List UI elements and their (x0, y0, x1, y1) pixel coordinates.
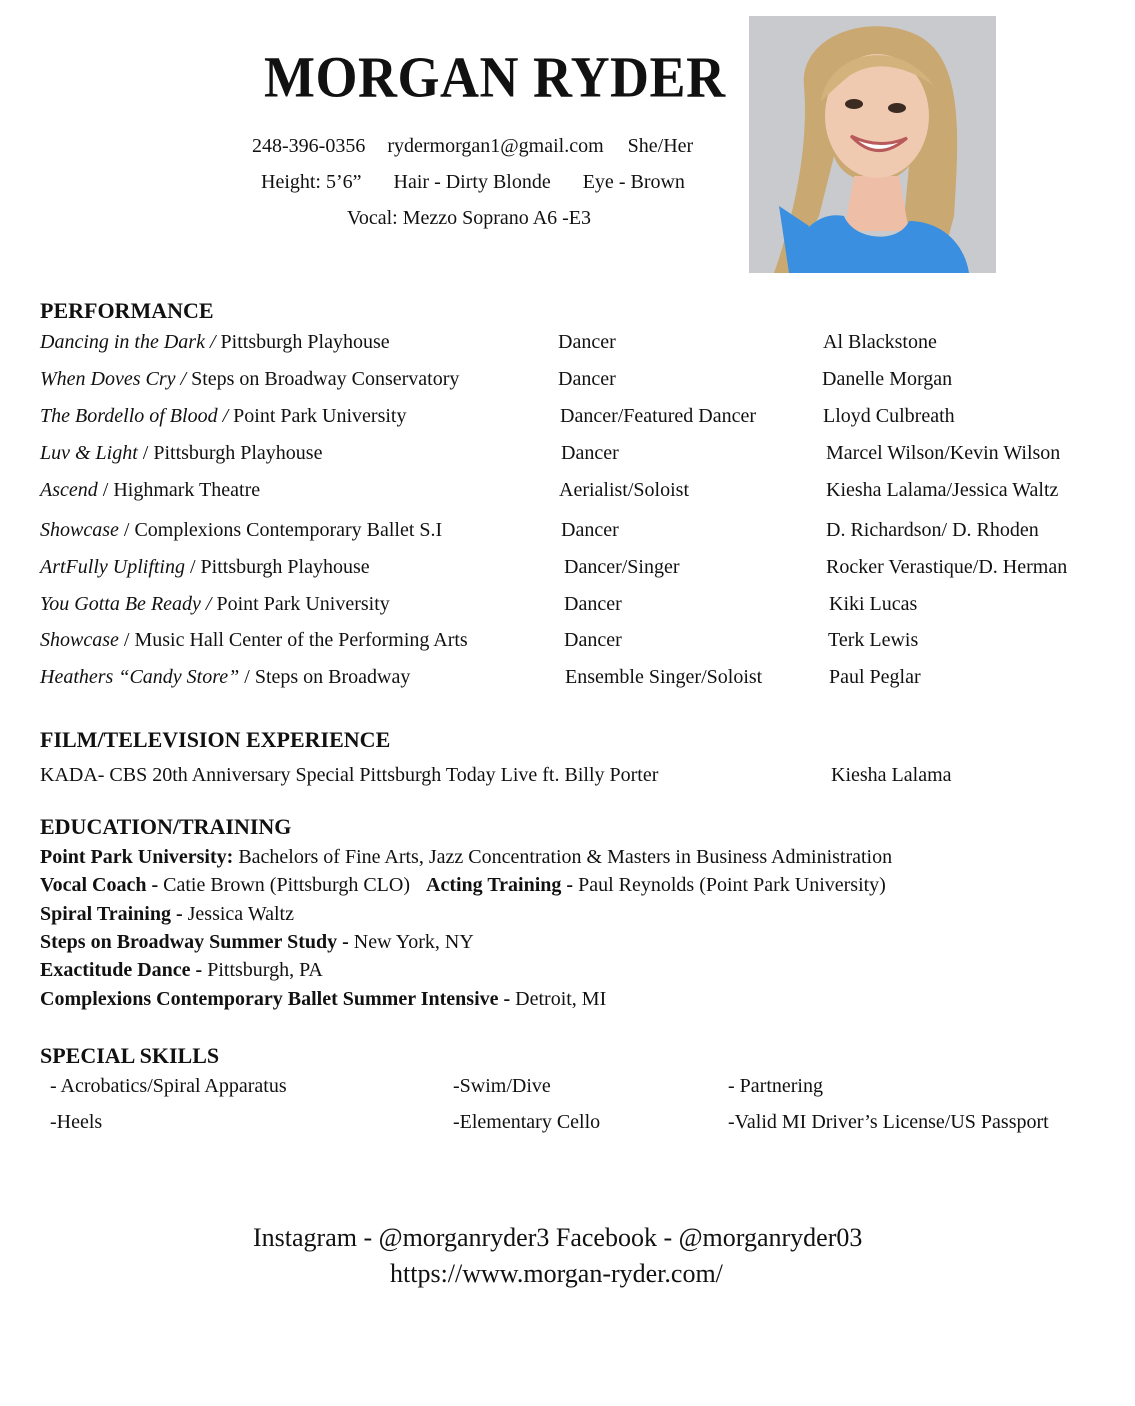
performance-row (40, 478, 260, 502)
website-link[interactable]: https://www.morgan-ryder.com/ (390, 1259, 723, 1288)
education-item (40, 873, 886, 897)
contact-line (252, 134, 693, 158)
education-text: Pittsburgh, PA (202, 959, 323, 981)
education-label: Exactitude Dance - (40, 959, 203, 981)
venue: Point Park University (228, 405, 407, 427)
education-text: New York, NY (348, 931, 474, 953)
director: D. Richardson/ D. Rhoden (826, 519, 1039, 541)
show-title: Ascend (40, 479, 98, 501)
role: Dancer (564, 593, 622, 615)
show-title: Luv & Light (40, 442, 138, 464)
role: Dancer (561, 442, 619, 464)
show-title: When Doves Cry / (40, 368, 187, 390)
role: Dancer (558, 368, 616, 390)
performance-row (40, 330, 390, 354)
film-director: Kiesha Lalama (831, 764, 952, 786)
pronouns: She/Her (627, 135, 694, 157)
role: Dancer (558, 331, 616, 353)
education-label: Point Park University: (40, 846, 234, 868)
show-title: ArtFully Uplifting (40, 556, 185, 578)
skill-item: -Elementary Cello (453, 1111, 601, 1133)
education-label: Acting Training - (426, 874, 574, 896)
eye-color: Eye - Brown (582, 171, 685, 193)
social-handles: Instagram - @morganryder3 Facebook - @morganryder03 (253, 1223, 863, 1252)
headshot-illustration (749, 16, 996, 273)
headshot-photo (749, 16, 996, 273)
skill-item: -Heels (50, 1111, 103, 1133)
vocal-range: Vocal: Mezzo Soprano A6 -E3 (347, 207, 592, 229)
education-item (40, 958, 323, 982)
show-title: Dancing in the Dark / (40, 331, 216, 353)
performance-row (40, 404, 406, 428)
venue: / Steps on Broadway (239, 666, 411, 688)
venue: / Complexions Contemporary Ballet S.I (118, 519, 443, 541)
show-title: Heathers “Candy Store” (40, 666, 240, 688)
director: Danelle Morgan (822, 368, 953, 390)
performance-row (40, 441, 322, 465)
education-item (40, 987, 606, 1011)
height: Height: 5’6” (261, 171, 362, 193)
section-title-film: FILM/TELEVISION EXPERIENCE (40, 727, 391, 752)
venue: Pittsburgh Playhouse (215, 331, 390, 353)
skill-item: - Partnering (728, 1075, 823, 1097)
education-item (40, 930, 474, 954)
hair: Hair - Dirty Blonde (393, 171, 551, 193)
education-label: Complexions Contemporary Ballet Summer Intensive - (40, 988, 511, 1010)
director: Marcel Wilson/Kevin Wilson (826, 442, 1061, 464)
skill-item: -Swim/Dive (453, 1075, 551, 1097)
show-title: Showcase (40, 629, 119, 651)
performance-row (40, 628, 468, 652)
education-text: Catie Brown (Pittsburgh CLO) (158, 874, 411, 896)
section-title-education: EDUCATION/TRAINING (40, 814, 292, 839)
resume-name: MORGAN RYDER (264, 44, 726, 110)
director: Al Blackstone (823, 331, 937, 353)
venue: / Pittsburgh Playhouse (185, 556, 370, 578)
education-text: Bachelors of Fine Arts, Jazz Concentration & Masters in Business Administration (233, 846, 893, 868)
education-item (40, 845, 892, 869)
show-title: Showcase (40, 519, 119, 541)
section-title-skills: SPECIAL SKILLS (40, 1043, 220, 1068)
director: Lloyd Culbreath (823, 405, 955, 427)
education-label: Spiral Training - (40, 903, 183, 925)
performance-row (40, 555, 370, 579)
director: Rocker Verastique/D. Herman (826, 556, 1068, 578)
film-credit: KADA- CBS 20th Anniversary Special Pittsburgh Today Live ft. Billy Porter (40, 764, 659, 786)
show-title: The Bordello of Blood / (40, 405, 229, 427)
education-item (40, 902, 294, 926)
section-title-performance: PERFORMANCE (40, 298, 214, 323)
venue: / Highmark Theatre (97, 479, 261, 501)
venue: / Music Hall Center of the Performing Arts (118, 629, 468, 651)
role: Dancer/Singer (564, 556, 680, 578)
performance-row (40, 592, 390, 616)
education-label: Vocal Coach - (40, 874, 159, 896)
skill-item: - Acrobatics/Spiral Apparatus (50, 1075, 287, 1097)
education-text: Paul Reynolds (Point Park University) (573, 874, 886, 896)
skill-item: -Valid MI Driver’s License/US Passport (728, 1111, 1049, 1133)
director: Paul Peglar (829, 666, 921, 688)
show-title: You Gotta Be Ready / (40, 593, 212, 615)
education-text: Detroit, MI (510, 988, 607, 1010)
director: Kiesha Lalama/Jessica Waltz (826, 479, 1059, 501)
venue: / Pittsburgh Playhouse (137, 442, 323, 464)
director: Terk Lewis (828, 629, 919, 651)
stats-line (261, 170, 685, 194)
role: Aerialist/Soloist (559, 479, 689, 501)
venue: Steps on Broadway Conservatory (186, 368, 460, 390)
role: Dancer (564, 629, 622, 651)
role: Dancer/Featured Dancer (560, 405, 756, 427)
director: Kiki Lucas (829, 593, 918, 615)
venue: Point Park University (211, 593, 390, 615)
performance-row (40, 665, 410, 689)
performance-row (40, 367, 459, 391)
performance-row (40, 518, 442, 542)
role: Dancer (561, 519, 619, 541)
education-label: Steps on Broadway Summer Study - (40, 931, 349, 953)
education-text: Jessica Waltz (182, 903, 294, 925)
email: rydermorgan1@gmail.com (387, 135, 604, 157)
role: Ensemble Singer/Soloist (565, 666, 763, 688)
phone: 248-396-0356 (252, 135, 366, 157)
